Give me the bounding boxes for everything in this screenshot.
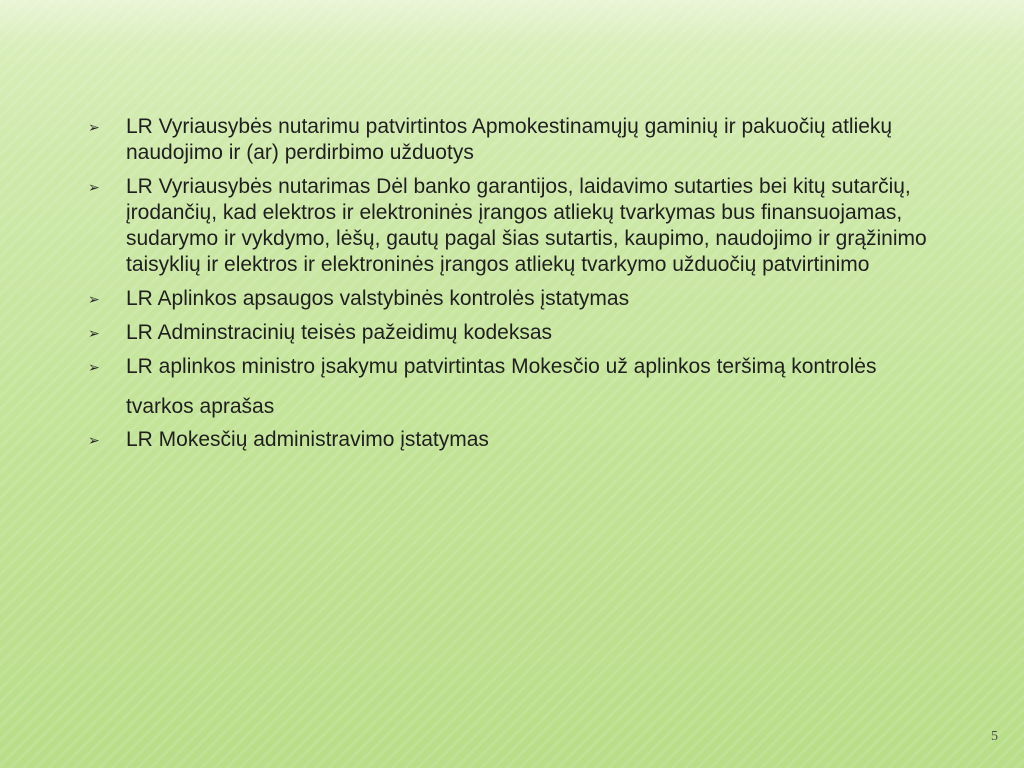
arrow-bullet-icon: ➢: [88, 432, 100, 448]
bullet-text: LR Aplinkos apsaugos valstybinės kontrolės įstatymas: [126, 287, 630, 310]
slide-content: [88, 114, 948, 460]
bullet-item: [88, 174, 948, 278]
arrow-bullet-icon: ➢: [88, 179, 100, 195]
decorative-top-band: [0, 0, 1024, 46]
bullet-item: [88, 320, 948, 346]
bullet-item: [88, 420, 948, 460]
arrow-bullet-icon: ➢: [88, 325, 100, 341]
arrow-bullet-icon: ➢: [88, 359, 100, 375]
bullet-item: [88, 286, 948, 312]
bullet-text: LR aplinkos ministro įsakymu patvirtintas Mokesčio už aplinkos teršimą kontrolės tvarkos aprašas: [126, 355, 877, 418]
bullet-item: [88, 347, 948, 427]
bullet-text: LR Vyriausybės nutarimas Dėl banko garantijos, laidavimo sutarties bei kitų sutarčių, įrodančių, kad elektros ir elektroninės įrangos atliekų tvarkymas bus finansuojamas, sudarymo ir vykdymo, lėšų, gautų pagal šias sutartis, kaupimo, naudojimo ir grąžinimo taisyklių ir elektros ir elektroninės įrangos atliekų tvarkymo užduočių patvirtinimo: [126, 175, 927, 276]
page-number: 5: [991, 729, 998, 744]
bullet-text: LR Mokesčių administravimo įstatymas: [126, 428, 489, 451]
arrow-bullet-icon: ➢: [88, 119, 100, 135]
bullet-text: LR Vyriausybės nutarimu patvirtintos Apmokestinamųjų gaminių ir pakuočių atliekų naudojimo ir (ar) perdirbimo užduotys: [126, 115, 893, 164]
bullet-item: [88, 114, 948, 166]
bullet-text: LR Adminstracinių teisės pažeidimų kodeksas: [126, 321, 553, 344]
arrow-bullet-icon: ➢: [88, 291, 100, 307]
bullet-list: [88, 114, 948, 460]
